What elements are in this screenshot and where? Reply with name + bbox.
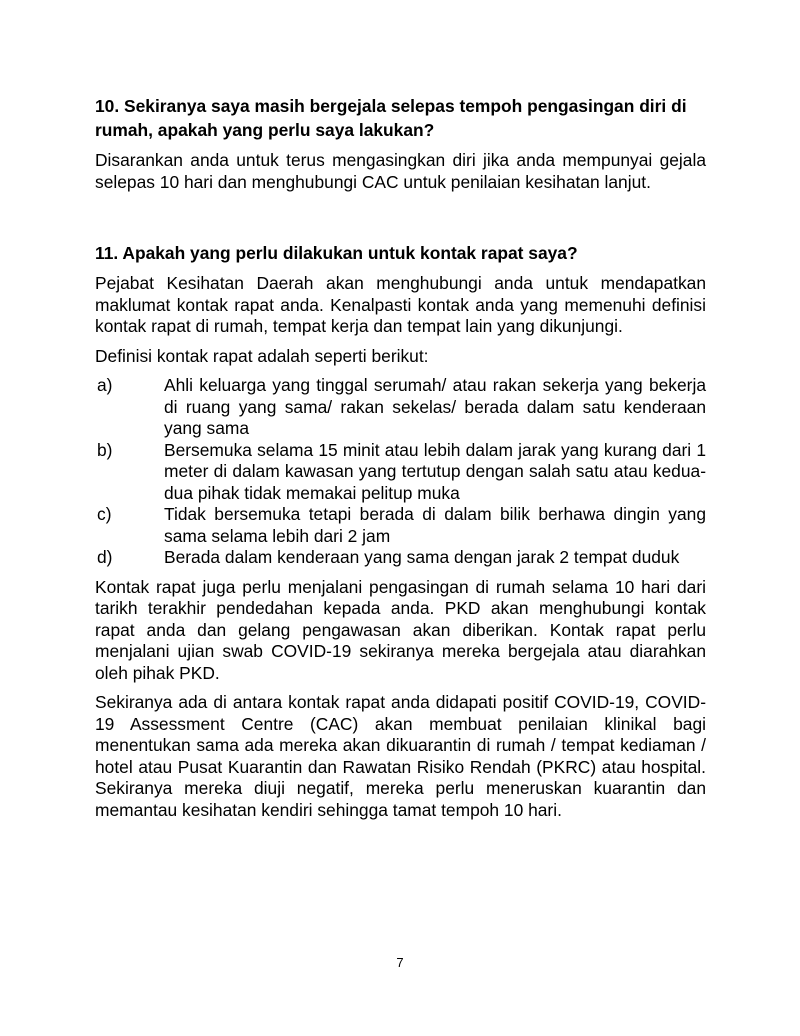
list-item: [95, 375, 706, 440]
list-item-text: Ahli keluarga yang tinggal serumah/ atau rakan sekerja yang bekerja di ruang yang sama/ rakan sekelas/ berada dalam satu kenderaan yang sama: [164, 375, 706, 438]
list-item: [95, 440, 706, 505]
list-item-text: Tidak bersemuka tetapi berada di dalam bilik berhawa dingin yang sama selama lebih dari 2 jam: [164, 504, 706, 546]
question-11-paragraph-3: Kontak rapat juga perlu menjalani pengasingan di rumah selama 10 hari dari tarikh terakhir pendedahan kepada anda. PKD akan menghubungi kontak rapat anda dan gelang pengawasan akan diberikan. Kontak rapat perlu menjalani ujian swab COVID-19 sekiranya mereka bergejala atau diarahkan oleh pihak PKD.: [95, 576, 706, 683]
list-item-text: Berada dalam kenderaan yang sama dengan jarak 2 tempat duduk: [164, 547, 680, 567]
list-marker: a): [97, 375, 113, 395]
question-11-paragraph-2: Definisi kontak rapat adalah seperti berikut:: [95, 345, 429, 366]
list-marker: b): [97, 439, 113, 460]
question-10-title: 10. Sekiranya saya masih bergejala selepas tempoh pengasingan diri di rumah, apakah yang perlu saya lakukan?: [95, 96, 687, 140]
question-11-paragraph-1: Pejabat Kesihatan Daerah akan menghubungi anda untuk mendapatkan maklumat kontak rapat anda. Kenalpasti kontak anda yang memenuhi definisi kontak rapat di rumah, tempat kerja dan tempat lain yang dikunjungi.: [95, 273, 706, 336]
question-10-answer: Disarankan anda untuk terus mengasingkan diri jika anda mempunyai gejala selepas 10 hari dan menghubungi CAC untuk penilaian kesihatan lanjut.: [95, 150, 706, 192]
close-contact-definition-list: [95, 375, 706, 569]
page-number: 7: [396, 955, 404, 970]
list-marker: d): [97, 547, 113, 567]
list-marker: c): [97, 504, 112, 524]
list-item: [95, 504, 706, 547]
list-item-text: Bersemuka selama 15 minit atau lebih dalam jarak yang kurang dari 1 meter di dalam kawasan yang tertutup dengan salah satu atau kedua-dua pihak tidak memakai pelitup muka: [164, 439, 706, 503]
question-11-paragraph-4: Sekiranya ada di antara kontak rapat anda didapati positif COVID-19, COVID-19 Assessment Centre (CAC) akan membuat penilaian klinikal bagi menentukan sama ada mereka akan dikuarantin di rumah / tempat kediaman / hotel atau Pusat Kuarantin dan Rawatan Risiko Rendah (PKRC) atau hospital. Sekiranya mereka diuji negatif, mereka perlu meneruskan kuarantin dan memantau kesihatan kendiri sehingga tamat tempoh 10 hari.: [95, 692, 706, 820]
page-content: [95, 94, 706, 821]
list-item: [95, 547, 706, 569]
question-11-title: 11. Apakah yang perlu dilakukan untuk kontak rapat saya?: [95, 243, 578, 263]
